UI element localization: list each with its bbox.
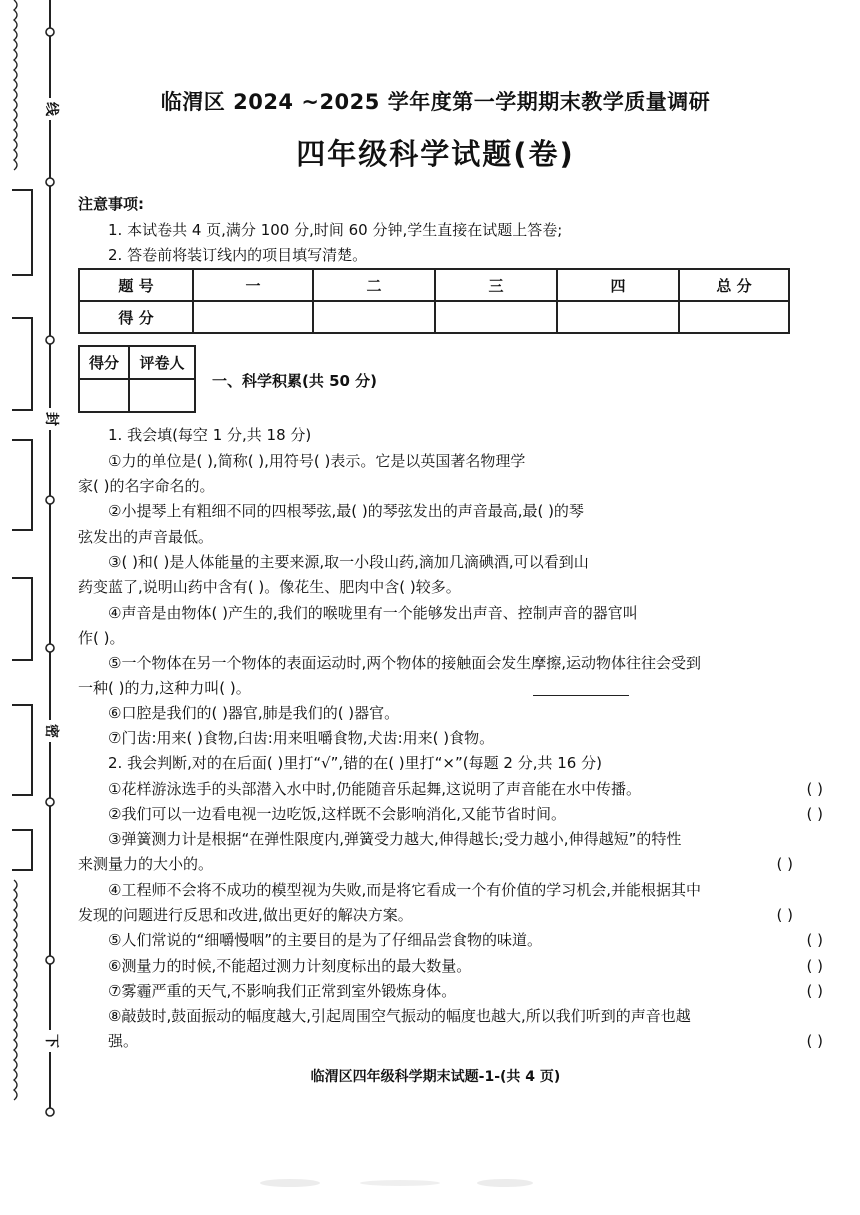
grader-name-label: 评卷人 xyxy=(129,346,195,379)
score-table-cell: 总 分 xyxy=(679,269,789,301)
judge-item xyxy=(78,981,823,1001)
binding-label-below: 下 xyxy=(40,1030,62,1052)
score-table-cell: 二 xyxy=(313,269,435,301)
question-line: ①力的单位是( ),简称( ),用符号( )表示。它是以英国著名物理学 xyxy=(108,452,526,470)
question-line: 药变蓝了,说明山药中含有( )。像花生、肥肉中含( )较多。 xyxy=(78,578,461,596)
judge-item-text: 来测量力的大小的。 xyxy=(78,855,214,873)
question-line: 一种( )的力,这种力叫( )。 xyxy=(78,679,251,697)
judge-item-text: ⑤人们常说的“细嚼慢咽”的主要目的是为了仔细品尝食物的味道。 xyxy=(108,931,542,949)
judge-item-text: 强。 xyxy=(108,1032,139,1050)
score-table-cell: 一 xyxy=(193,269,313,301)
judge-item xyxy=(78,905,793,925)
exam-subtitle: 四年级科学试题(卷) xyxy=(296,137,575,171)
grader-name-entry[interactable] xyxy=(129,379,195,412)
question-line: ⑥口腔是我们的( )器官,肺是我们的( )器官。 xyxy=(108,704,400,722)
notes-item: 2. 答卷前将装订线内的项目填写清楚。 xyxy=(108,246,368,264)
scan-smudge xyxy=(250,1175,550,1191)
question-line: 作( )。 xyxy=(78,629,125,647)
score-entry-cell[interactable] xyxy=(193,301,313,333)
judge-item: ⑧敲鼓时,鼓面振动的幅度越大,引起周围空气振动的幅度也越大,所以我们听到的声音也越 xyxy=(108,1007,691,1025)
grader-score-entry[interactable] xyxy=(79,379,129,412)
notes-heading: 注意事项: xyxy=(78,195,144,213)
exam-header-title: 临渭区 2024 ~2025 学年度第一学期期末教学质量调研 xyxy=(160,90,711,114)
binding-label-line: 线 xyxy=(40,98,62,120)
answer-paren[interactable]: ( ) xyxy=(806,1032,823,1050)
score-entry-cell[interactable] xyxy=(557,301,679,333)
judge-item xyxy=(78,930,823,950)
binding-margin xyxy=(0,0,70,1120)
answer-paren[interactable]: ( ) xyxy=(806,805,823,823)
question-line: ②小提琴上有粗细不同的四根琴弦,最( )的琴弦发出的声音最高,最( )的琴 xyxy=(108,502,584,520)
section-title: 一、科学积累(共 50 分) xyxy=(212,372,378,390)
score-table-cell: 题 号 xyxy=(79,269,193,301)
judge-item-text: ②我们可以一边看电视一边吃饭,这样既不会影响消化,又能节省时间。 xyxy=(108,805,566,823)
question-line: ⑦门齿:用来( )食物,臼齿:用来咀嚼食物,犬齿:用来( )食物。 xyxy=(108,729,495,747)
score-table-cell: 四 xyxy=(557,269,679,301)
judge-item xyxy=(78,956,823,976)
answer-underline xyxy=(533,695,629,696)
question-line: 弦发出的声音最低。 xyxy=(78,528,214,546)
score-table-header-row xyxy=(79,269,789,301)
question-line: ④声音是由物体( )产生的,我们的喉咙里有一个能够发出声音、控制声音的器官叫 xyxy=(108,604,638,622)
score-table-score-row xyxy=(79,301,789,333)
answer-paren[interactable]: ( ) xyxy=(806,931,823,949)
answer-paren[interactable]: ( ) xyxy=(776,855,793,873)
answer-paren[interactable]: ( ) xyxy=(806,780,823,798)
judge-item-text: ⑦雾霾严重的天气,不影响我们正常到室外锻炼身体。 xyxy=(108,982,457,1000)
answer-paren[interactable]: ( ) xyxy=(776,906,793,924)
question-1-title: 1. 我会填(每空 1 分,共 18 分) xyxy=(108,426,312,444)
judge-item-text: 发现的问题进行反思和改进,做出更好的解决方案。 xyxy=(78,906,413,924)
question-line: 家( )的名字命名的。 xyxy=(78,477,215,495)
binding-label-seal: 封 xyxy=(40,408,62,430)
grader-score-label: 得分 xyxy=(79,346,129,379)
judge-item xyxy=(78,804,823,824)
answer-paren[interactable]: ( ) xyxy=(806,982,823,1000)
question-line: ⑤一个物体在另一个物体的表面运动时,两个物体的接触面会发生摩擦,运动物体往往会受到 xyxy=(108,654,701,672)
binding-label-dense: 密 xyxy=(40,720,62,742)
judge-item xyxy=(78,854,793,874)
judge-item xyxy=(78,779,823,799)
judge-item-text: ①花样游泳选手的头部潜入水中时,仍能随音乐起舞,这说明了声音能在水中传播。 xyxy=(108,780,641,798)
grader-box xyxy=(78,345,196,413)
score-entry-cell[interactable] xyxy=(679,301,789,333)
question-2-title: 2. 我会判断,对的在后面( )里打“√”,错的在( )里打“×”(每题 2 分,共 16 分) xyxy=(108,754,602,772)
score-table-cell: 得 分 xyxy=(79,301,193,333)
page-footer: 临渭区四年级科学期末试题-1-(共 4 页) xyxy=(310,1069,561,1085)
binding-line-graphic xyxy=(0,0,70,1120)
judge-item: ④工程师不会将不成功的模型视为失败,而是将它看成一个有价值的学习机会,并能根据其中 xyxy=(108,881,701,899)
judge-item: ③弹簧测力计是根据“在弹性限度内,弹簧受力越大,伸得越长;受力越小,伸得越短”的特性 xyxy=(108,830,682,848)
answer-paren[interactable]: ( ) xyxy=(806,957,823,975)
judge-item-text: ⑥测量力的时候,不能超过测力计刻度标出的最大数量。 xyxy=(108,957,472,975)
score-entry-cell[interactable] xyxy=(313,301,435,333)
score-table-cell: 三 xyxy=(435,269,557,301)
judge-item xyxy=(78,1031,823,1051)
question-line: ③( )和( )是人体能量的主要来源,取一小段山药,滴加几滴碘酒,可以看到山 xyxy=(108,553,589,571)
score-table xyxy=(78,268,790,334)
score-entry-cell[interactable] xyxy=(435,301,557,333)
notes-item: 1. 本试卷共 4 页,满分 100 分,时间 60 分钟,学生直接在试题上答卷; xyxy=(108,221,563,239)
